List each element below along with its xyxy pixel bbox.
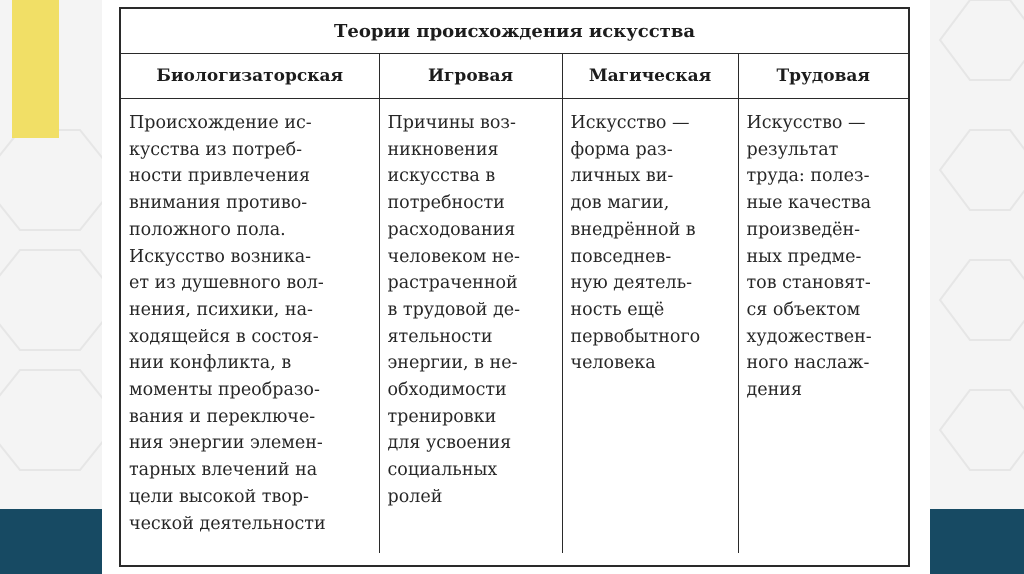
header-row: [121, 54, 908, 99]
header-magic: Магическая: [562, 54, 738, 99]
theories-grid: [121, 54, 908, 553]
header-play: Игровая: [379, 54, 562, 99]
header-biological: Биологизаторская: [121, 54, 379, 99]
accent-bar: [12, 0, 59, 138]
body-row: [121, 99, 908, 553]
table-title: Теории происхождения искусства: [121, 9, 908, 54]
cell-biological: Происхождение ис- кусства из потреб- ности привлечения внимания противо- положного пола. Искусство возника- ет из душевного вол- нения, психики, на- ходящейся в состоя- нии конфликта, в моменты преобразо- вания и переключе- ния энергии элемен- тарных влечений на цели высокой твор- ческой деятельности: [121, 99, 379, 553]
cell-play: Причины воз- никновения искусства в потребности расходования человеком не- растраченной в трудовой де- ятельности энергии, в не- обходимости тренировки для усвоения социальных ролей: [379, 99, 562, 553]
header-labor: Трудовая: [738, 54, 908, 99]
cell-magic: Искусство — форма раз- личных ви- дов магии, внедрённой в повседнев- ную деятель- ность ещё первобытного человека: [562, 99, 738, 553]
theories-table: [119, 7, 910, 567]
cell-labor: Искусство — результат труда: полез- ные качества произведён- ных предме- тов становят- ся объектом художествен- ного наслаж- дения: [746, 113, 872, 401]
